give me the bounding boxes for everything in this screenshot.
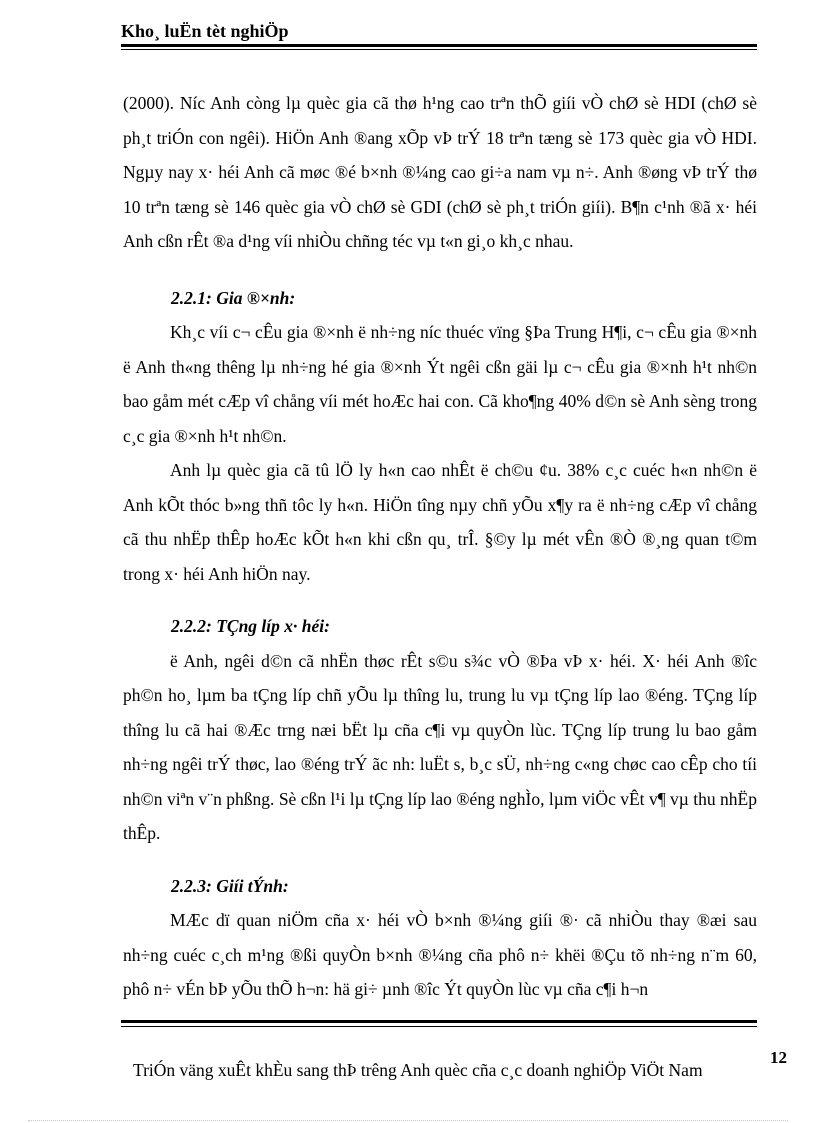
section-heading-social-class: 2.2.2: TÇng líp x· héi:: [171, 616, 330, 636]
gender-paragraph: MÆc dï quan niÖm cña x· héi vÒ b×nh ®¼ng giíi ®· cã nhiÒu thay ®æi sau nh÷ng cuéc c¸ch m¹ng ®ßi quyÒn b×nh ®¼ng cña phô n÷ khëi ®Çu tõ nh÷ng n¨m 60, phô n÷ vÉn bÞ yÕu thÕ h¬n: hä gi÷ µnh ®îc Ýt quyÒn lùc vµ cña c¶i h¬n: [123, 910, 757, 999]
section-heading-family: 2.2.1: Gia ®×nh:: [171, 287, 296, 308]
header-rule-thick: [121, 44, 757, 47]
page-number: 12: [770, 1048, 787, 1067]
family-paragraph-1: Kh¸c víi c¬ cÊu gia ®×nh ë nh÷ng níc thuéc vïng §Þa Trung H¶i, c¬ cÊu gia ®×nh ë Anh th«ng thêng lµ nh÷ng hé gia ®×nh Ýt ngêi cßn gäi lµ c¬ cÊu gia ®×nh h¹t nh©n bao gåm mét cÆp vî chång víi mét hoÆc hai con. Cã kho¶ng 40% d©n sè Anh sèng trong c¸c gia ®×nh h¹t nh©n.: [123, 322, 757, 446]
footer-rule-thick: [121, 1020, 757, 1023]
footer-rule-thin: [121, 1026, 757, 1027]
page-body: [123, 86, 757, 1007]
social-class-paragraph: ë Anh, ngêi d©n cã nhËn thøc rÊt s©u s¾c vÒ ®Þa vÞ x· héi. X· héi Anh ®îc ph©n ho¸ lµm ba tÇng líp chñ yÕu lµ thîng lu, trung lu vµ tÇng líp lao ®éng. TÇng líp thîng lu cã hai ®Æc trng næi bËt lµ cña c¶i vµ quyÒn lùc. TÇng líp trung lu bao gåm nh÷ng ngêi trÝ thøc, lao ®éng trÝ ãc nh: luËt s, b¸c sÜ, nh÷ng c«ng chøc cao cÊp cho tíi nh©n viªn v¨n phßng. Sè cßn l¹i lµ tÇng líp lao ®éng nghÌo, lµm viÖc vÊt v¶ vµ thu nhËp thÊp.: [123, 650, 757, 843]
family-paragraph-2: Anh lµ quèc gia cã tû lÖ ly h«n cao nhÊt ë ch©u ¢u. 38% c¸c cuéc h«n nh©n ë Anh kÕt thóc b»ng thñ tôc ly h«n. HiÖn tîng nµy chñ yÕu x¶y ra ë nh÷ng cÆp vî chång cã thu nhËp thÊp hoÆc kÕt h«n khi cßn qu¸ trÎ. §©y lµ mét vÊn ®Ò ®¸ng quan t©m trong x· héi Anh hiÖn nay.: [123, 460, 757, 584]
page-header: [121, 18, 757, 44]
section-heading-gender: 2.2.3: Giíi tÝnh:: [171, 875, 289, 896]
page-edge-dotted-line: [28, 1120, 788, 1121]
footer-text: TriÓn väng xuÊt khÈu sang thÞ trêng Anh quèc cña c¸c doanh nghiÖp ViÖt Nam: [133, 1060, 703, 1080]
header-rule-thin: [121, 49, 757, 50]
header-title: Kho¸ luËn tèt nghiÖp: [121, 21, 289, 41]
intro-paragraph: (2000). Níc Anh còng lµ quèc gia cã thø h¹ng cao trªn thÕ giíi vÒ chØ sè HDI (chØ sè ph¸t triÓn con ngêi). HiÖn Anh ®ang xÕp vÞ trÝ 18 trªn tæng sè 173 quèc gia vÒ HDI. Ngµy nay x· héi Anh cã møc ®é b×nh ®¼ng cao gi÷a nam vµ n÷. Anh ®øng vÞ trÝ thø 10 trªn tæng sè 146 quèc gia vÒ chØ sè GDI (chØ sè ph¸t triÓn giíi). B¶n c¹nh ®ã x· héi Anh cßn rÊt ®a d¹ng víi nhiÒu chñng téc vµ t«n gi¸o kh¸c nhau.: [123, 93, 757, 251]
